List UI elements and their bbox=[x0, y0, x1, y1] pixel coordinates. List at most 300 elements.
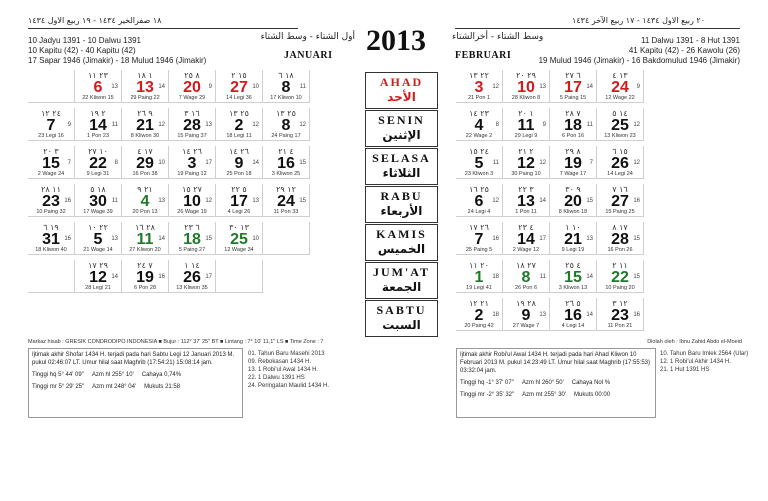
day-number: 13 bbox=[136, 79, 154, 96]
day-number: 8 bbox=[521, 269, 531, 286]
javanese-day: 12 bbox=[205, 198, 212, 204]
day-cell bbox=[503, 222, 550, 255]
day-cell bbox=[75, 184, 122, 217]
hijri-date: ٢٨ ١٩ bbox=[516, 299, 536, 308]
jan-ijtimak-text: Ijtimak akhir Shofar 1434 H. terjadi pada hari Sabtu Legi 12 Januari 2013 M. pukul 02:46:07 LT. Umur hilal saat Maghrib (17:54:21) 15:08:14 jam. bbox=[32, 352, 235, 366]
footer-location: Markaz hisab : GRESIK CONDRODIPO INDONESIA ■ Bujur : 112° 37' 25" BT ■ Lintang : 7° 10' 11,1" LS ■ Time Zone : 7 bbox=[28, 339, 324, 345]
day-number: 17 bbox=[230, 193, 248, 210]
jan-tinggi-mr: Tinggi mr 5° 29' 25" bbox=[32, 384, 85, 390]
pasaran-label: 24 Paing 17 bbox=[271, 133, 301, 139]
day-cell bbox=[216, 184, 263, 217]
hijri-date: ١٦ ٧ bbox=[612, 185, 628, 194]
javanese-day: 12 bbox=[158, 122, 165, 128]
hijri-date: ١٥ ٦ bbox=[612, 147, 628, 156]
jan-event: 22. 1 Dalwu 1391 HS bbox=[248, 375, 305, 381]
javanese-day: 16 bbox=[64, 236, 71, 242]
day-number: 5 bbox=[93, 231, 103, 248]
hijri-date: ٥ ٢٦ bbox=[565, 299, 581, 308]
day-number: 6 bbox=[474, 193, 484, 210]
empty-cell bbox=[28, 70, 75, 103]
day-cell bbox=[503, 298, 550, 331]
day-cell bbox=[550, 260, 597, 293]
day-number: 19 bbox=[564, 155, 582, 172]
day-number: 23 bbox=[42, 193, 60, 210]
hijri-date: ١٠ ٢٧ bbox=[88, 147, 108, 156]
javanese-day: 12 bbox=[252, 122, 259, 128]
hijri-date: ١ ١٨ bbox=[137, 71, 153, 80]
day-number: 23 bbox=[611, 307, 629, 324]
hijri-date: ٩ ٢٦ bbox=[137, 109, 153, 118]
hijri-date: ٤ ٢٥ bbox=[565, 261, 581, 270]
day-cell bbox=[597, 108, 644, 141]
day-number: 12 bbox=[517, 155, 535, 172]
day-cell bbox=[169, 184, 216, 217]
day-cell bbox=[597, 222, 644, 255]
day-number: 22 bbox=[611, 269, 629, 286]
jan-hijri-header: ١٨ صفرالخير ١٤٣٤ - ١٩ ربيع الاول ١٤٣٤ bbox=[28, 16, 162, 25]
day-cell bbox=[503, 70, 550, 103]
day-number: 14 bbox=[89, 117, 107, 134]
pasaran-label: 13 Kliwon 23 bbox=[604, 133, 636, 139]
jan-ijtimak-box bbox=[28, 348, 243, 418]
hijri-date: ٨ ٢٥ bbox=[184, 71, 200, 80]
pasaran-label: 12 Wage 34 bbox=[224, 247, 254, 253]
day-label-selasa bbox=[365, 148, 438, 185]
jan-mukuts: Mukuts 21:58 bbox=[144, 384, 181, 390]
javanese-day: 12 bbox=[492, 198, 499, 204]
javanese-day: 15 bbox=[633, 236, 640, 242]
hijri-date: ١٢ ٢٩ bbox=[276, 185, 296, 194]
day-cell bbox=[75, 146, 122, 179]
day-number: 14 bbox=[517, 231, 535, 248]
javanese-day: 17 bbox=[205, 274, 212, 280]
pasaran-label: 24 Legi 4 bbox=[467, 209, 491, 215]
hijri-date: ٢٢ ١٠ bbox=[88, 223, 108, 232]
day-number: 6 bbox=[93, 79, 103, 96]
day-label-senin bbox=[365, 110, 438, 147]
day-label-sabtu bbox=[365, 300, 438, 337]
pasaran-label: 6 Pon 16 bbox=[561, 133, 585, 139]
day-cell bbox=[263, 146, 310, 179]
javanese-day: 14 bbox=[158, 84, 165, 90]
hijri-date: ٢٠ ١١ bbox=[469, 261, 489, 270]
feb-events-list bbox=[660, 350, 750, 374]
pasaran-label: 27 Wage 7 bbox=[512, 323, 540, 329]
day-number: 24 bbox=[611, 79, 629, 96]
javanese-day: 16 bbox=[64, 198, 71, 204]
pasaran-label: 19 Legi 41 bbox=[466, 285, 492, 291]
javanese-day: 14 bbox=[586, 312, 593, 318]
hijri-date: ٢٦ ١٧ bbox=[469, 223, 489, 232]
javanese-day: 11 bbox=[586, 122, 593, 128]
day-label-jumat bbox=[365, 262, 438, 299]
day-number: 1 bbox=[474, 269, 484, 286]
hijri-date: ١١ ٢٨ bbox=[41, 185, 61, 194]
javanese-day: 7 bbox=[589, 160, 593, 166]
pasaran-label: 21 Wage 14 bbox=[83, 247, 113, 253]
javanese-day: 14 bbox=[586, 274, 593, 280]
pasaran-label: 20 Pon 13 bbox=[132, 209, 158, 215]
day-latin: RABU bbox=[380, 189, 423, 203]
hijri-date: ٢١ ٩ bbox=[137, 185, 153, 194]
pasaran-label: 13 Kliwon 35 bbox=[176, 285, 208, 291]
hijri-date: ١٠ ١ bbox=[565, 223, 581, 232]
jan-calendar-grid bbox=[28, 70, 310, 336]
day-cell bbox=[550, 108, 597, 141]
day-cell bbox=[456, 70, 503, 103]
javanese-day: 8 bbox=[495, 122, 499, 128]
day-cell bbox=[122, 146, 169, 179]
feb-tinggi-hq: Tinggi hq -1° 37' 07" bbox=[460, 380, 514, 386]
javanese-day: 11 bbox=[111, 198, 118, 204]
day-number: 3 bbox=[474, 79, 484, 96]
javanese-day: 14 bbox=[111, 274, 118, 280]
day-latin: JUM'AT bbox=[372, 265, 431, 279]
pasaran-label: 30 Paing 10 bbox=[511, 171, 541, 177]
day-cell bbox=[597, 146, 644, 179]
feb-cahaya: Cahaya Nol % bbox=[571, 380, 611, 386]
day-arabic: الثلاثاء bbox=[382, 166, 421, 180]
day-number: 24 bbox=[277, 193, 295, 210]
feb-javanese-line2: 41 Kapitu (42) - 26 Kawolu (26) bbox=[628, 46, 740, 55]
day-number: 27 bbox=[230, 79, 248, 96]
hijri-date: ١٧ ٨ bbox=[612, 223, 628, 232]
day-cell bbox=[75, 260, 122, 293]
day-cell bbox=[169, 260, 216, 293]
pasaran-label: 27 Kliwon 20 bbox=[129, 247, 161, 253]
pasaran-label: 3 Kliwon 13 bbox=[558, 285, 588, 291]
day-label-rabu bbox=[365, 186, 438, 223]
day-number: 13 bbox=[517, 193, 535, 210]
day-number: 15 bbox=[42, 155, 60, 172]
jan-azm-mt: Azm mt 248° 04' bbox=[92, 384, 137, 390]
javanese-day: 9 bbox=[208, 84, 212, 90]
jan-season: أول الشتاء - وسط الشتاء bbox=[260, 32, 355, 42]
javanese-day: 15 bbox=[586, 198, 593, 204]
day-number: 26 bbox=[611, 155, 629, 172]
pasaran-label: 6 Pon 28 bbox=[133, 285, 157, 291]
pasaran-label: 10 Paing 20 bbox=[605, 285, 635, 291]
day-number: 2 bbox=[234, 117, 244, 134]
day-number: 25 bbox=[611, 117, 629, 134]
hijri-date: ٣ ٢٢ bbox=[518, 185, 534, 194]
day-cell bbox=[28, 184, 75, 217]
day-number: 4 bbox=[474, 117, 484, 134]
day-cell bbox=[216, 146, 263, 179]
day-cell bbox=[169, 108, 216, 141]
javanese-day: 15 bbox=[633, 274, 640, 280]
day-number: 20 bbox=[183, 79, 201, 96]
hijri-date: ١٤ ٥ bbox=[612, 109, 628, 118]
javanese-day: 9 bbox=[67, 122, 71, 128]
pasaran-label: 9 Legi 31 bbox=[86, 171, 110, 177]
day-number: 7 bbox=[46, 117, 56, 134]
feb-azm-hl: Azm hl 260° 50' bbox=[521, 380, 564, 386]
day-latin: SABTU bbox=[376, 303, 427, 317]
day-cell bbox=[550, 222, 597, 255]
pasaran-label: 29 Paing 22 bbox=[130, 95, 160, 101]
pasaran-label: 7 Wage 17 bbox=[559, 171, 587, 177]
javanese-day: 16 bbox=[158, 274, 165, 280]
pasaran-label: 8 Kliwon 30 bbox=[130, 133, 160, 139]
feb-ijtimak-box bbox=[456, 348, 656, 418]
pasaran-label: 11 Pon 33 bbox=[273, 209, 299, 215]
day-label-kamis bbox=[365, 224, 438, 261]
day-cell bbox=[75, 222, 122, 255]
jan-azm-hl: Azm hl 255° 10' bbox=[91, 372, 134, 378]
day-number: 28 bbox=[611, 231, 629, 248]
day-number: 8 bbox=[281, 79, 291, 96]
hijri-date: ٢٤ ١٥ bbox=[469, 147, 489, 156]
javanese-day: 11 bbox=[539, 274, 546, 280]
day-cell bbox=[216, 108, 263, 141]
pasaran-label: 14 Legi 24 bbox=[607, 171, 633, 177]
day-cell bbox=[456, 298, 503, 331]
javanese-day: 15 bbox=[205, 236, 212, 242]
day-arabic: الخميس bbox=[377, 242, 426, 256]
hijri-date: ٣ ٢٠ bbox=[43, 147, 59, 156]
javanese-day: 13 bbox=[252, 198, 259, 204]
jan-javanese-line2: 10 Kapitu (42) - 40 Kapitu (42) bbox=[28, 46, 136, 55]
day-cell bbox=[75, 70, 122, 103]
pasaran-label: 18 Legi 11 bbox=[226, 133, 252, 139]
jan-event: 24. Peringatan Maulid 1434 H. bbox=[248, 383, 330, 389]
day-cell bbox=[263, 70, 310, 103]
day-number: 15 bbox=[564, 269, 582, 286]
jan-sapar-line: 17 Sapar 1946 (Jimakir) - 18 Mulud 1946 (Jimakir) bbox=[28, 56, 207, 65]
day-cell bbox=[169, 70, 216, 103]
feb-month-name: FEBRUARI bbox=[455, 50, 512, 61]
feb-event: 10. Tahun Baru Imlek 2564 (Ular) bbox=[660, 351, 749, 357]
empty-cell bbox=[263, 222, 310, 255]
day-arabic: الإثنين bbox=[382, 128, 421, 142]
hijri-date: ٢٥ ١٣ bbox=[229, 109, 249, 118]
hijri-date: ٥ ٢٢ bbox=[231, 185, 247, 194]
day-cell bbox=[456, 146, 503, 179]
javanese-day: 12 bbox=[633, 160, 640, 166]
hijri-date: ٢٥ ١٦ bbox=[469, 185, 489, 194]
jan-tinggi-hq: Tinggi hq 5° 44' 09" bbox=[32, 372, 84, 378]
day-number: 9 bbox=[521, 307, 531, 324]
hijri-date: ٧ ٢٨ bbox=[565, 109, 581, 118]
pasaran-label: 3 Kliwon 25 bbox=[271, 171, 301, 177]
day-cell bbox=[503, 184, 550, 217]
feb-event: 21. 1 Hut 1391 HS bbox=[660, 367, 710, 373]
hijri-date: ١٩ ٦ bbox=[43, 223, 59, 232]
pasaran-label: 22 Kliwon 15 bbox=[82, 95, 114, 101]
javanese-day: 13 bbox=[539, 312, 546, 318]
feb-calendar-grid bbox=[456, 70, 644, 336]
javanese-day: 15 bbox=[299, 160, 306, 166]
day-latin: SENIN bbox=[378, 113, 425, 127]
javanese-day: 15 bbox=[299, 198, 306, 204]
javanese-day: 13 bbox=[158, 198, 165, 204]
day-latin: KAMIS bbox=[376, 227, 427, 241]
day-number: 9 bbox=[234, 155, 244, 172]
day-number: 29 bbox=[136, 155, 154, 172]
hijri-date: ٢٨ ١٦ bbox=[135, 223, 155, 232]
pasaran-label: 4 Legi 14 bbox=[561, 323, 585, 329]
pasaran-label: 25 Pon 18 bbox=[226, 171, 252, 177]
day-cell bbox=[456, 184, 503, 217]
hijri-date: ٢٣ ١٤ bbox=[469, 109, 489, 118]
pasaran-label: 26 Wage 19 bbox=[177, 209, 207, 215]
day-cell bbox=[122, 260, 169, 293]
pasaran-label: 1 Pon 23 bbox=[86, 133, 110, 139]
javanese-day: 14 bbox=[586, 84, 593, 90]
hijri-date: ٢٩ ١٧ bbox=[88, 261, 108, 270]
day-cell bbox=[503, 108, 550, 141]
javanese-day: 16 bbox=[633, 312, 640, 318]
javanese-day: 17 bbox=[205, 160, 212, 166]
day-cell bbox=[597, 184, 644, 217]
hijri-date: ٢٦ ١٤ bbox=[182, 147, 202, 156]
day-cell bbox=[122, 108, 169, 141]
day-cell bbox=[597, 260, 644, 293]
day-number: 27 bbox=[611, 193, 629, 210]
day-cell bbox=[456, 260, 503, 293]
day-number: 16 bbox=[564, 307, 582, 324]
hijri-date: ٢ ٢١ bbox=[518, 147, 534, 156]
day-number: 16 bbox=[277, 155, 295, 172]
hijri-date: ٢٩ ٢٠ bbox=[516, 71, 536, 80]
pasaran-label: 23 Legi 16 bbox=[38, 133, 64, 139]
hijri-date: ٢١ ١٢ bbox=[469, 299, 489, 308]
hijri-date: ٧ ٢٤ bbox=[137, 261, 153, 270]
pasaran-label: 19 Paing 12 bbox=[177, 171, 207, 177]
day-number: 10 bbox=[517, 79, 535, 96]
jan-events-list bbox=[248, 350, 363, 390]
javanese-day: 9 bbox=[636, 84, 640, 90]
pasaran-label: 1 Pon 11 bbox=[515, 209, 537, 215]
pasaran-label: 25 Paing 5 bbox=[465, 247, 493, 253]
day-cell bbox=[122, 184, 169, 217]
javanese-day: 16 bbox=[633, 198, 640, 204]
empty-cell bbox=[216, 260, 263, 293]
empty-cell bbox=[28, 260, 75, 293]
day-number: 26 bbox=[183, 269, 201, 286]
feb-mulud-line: 19 Mulud 1946 (Jimakir) - 16 Bakdomulud 1946 (Jimakir) bbox=[538, 56, 740, 65]
pasaran-label: 12 Wage 22 bbox=[605, 95, 635, 101]
day-cell bbox=[597, 298, 644, 331]
day-number: 3 bbox=[187, 155, 197, 172]
javanese-day: 12 bbox=[299, 122, 306, 128]
feb-event: 12. 1 Robi'ul Akhir 1434 H. bbox=[660, 359, 731, 365]
hijri-date: ١١ ٢ bbox=[612, 261, 628, 270]
pasaran-label: 21 Pon 1 bbox=[467, 95, 491, 101]
javanese-day: 14 bbox=[252, 160, 259, 166]
javanese-day: 14 bbox=[158, 236, 165, 242]
javanese-day: 13 bbox=[539, 84, 546, 90]
pasaran-label: 15 Paing 25 bbox=[605, 209, 635, 215]
javanese-day: 8 bbox=[114, 160, 118, 166]
pasaran-label: 28 Legi 21 bbox=[85, 285, 111, 291]
pasaran-label: 16 Pon 38 bbox=[132, 171, 158, 177]
pasaran-label: 4 Legi 26 bbox=[227, 209, 251, 215]
day-cell bbox=[28, 222, 75, 255]
day-number: 20 bbox=[564, 193, 582, 210]
javanese-day: 12 bbox=[539, 160, 546, 166]
javanese-day: 13 bbox=[111, 84, 118, 90]
hijri-date: ١٨ ٥ bbox=[90, 185, 106, 194]
hijri-date: ٤ ٢٣ bbox=[518, 223, 534, 232]
day-cell bbox=[503, 146, 550, 179]
feb-azm-mt: Azm mt 255° 30' bbox=[522, 392, 567, 398]
javanese-day: 13 bbox=[586, 236, 593, 242]
hijri-date: ١٧ ٤ bbox=[137, 147, 153, 156]
hijri-date: ١٢ ٣ bbox=[612, 299, 628, 308]
day-number: 28 bbox=[183, 117, 201, 134]
day-number: 21 bbox=[136, 117, 154, 134]
day-number: 30 bbox=[89, 193, 107, 210]
pasaran-label: 16 Pon 26 bbox=[607, 247, 633, 253]
pasaran-label: 2 Wage 24 bbox=[37, 171, 65, 177]
day-arabic: السبت bbox=[382, 318, 421, 332]
feb-javanese-line1: 11 Dalwu 1391 - 8 Hut 1391 bbox=[640, 36, 740, 45]
day-cell bbox=[550, 298, 597, 331]
pasaran-label: 7 Wage 29 bbox=[178, 95, 206, 101]
day-arabic: الأحد bbox=[387, 90, 416, 104]
javanese-day: 13 bbox=[205, 122, 212, 128]
day-number: 11 bbox=[517, 117, 535, 134]
pasaran-label: 8 Kliwon 18 bbox=[558, 209, 588, 215]
hijri-date: ١٥ ٢ bbox=[231, 71, 247, 80]
day-cell bbox=[169, 222, 216, 255]
javanese-day: 11 bbox=[299, 84, 306, 90]
day-number: 31 bbox=[42, 231, 60, 248]
day-number: 10 bbox=[183, 193, 201, 210]
jan-event: 09. Rebokasan 1434 H. bbox=[248, 359, 312, 365]
day-number: 25 bbox=[230, 231, 248, 248]
pasaran-label: 26 Pon 6 bbox=[514, 285, 538, 291]
day-number: 17 bbox=[564, 79, 582, 96]
day-cell bbox=[456, 108, 503, 141]
feb-tinggi-mr: Tinggi mr -2° 35' 32" bbox=[460, 392, 515, 398]
feb-ijtimak-text: Ijtimak akhir Robi'ul Awal 1434 H. terjadi pada hari Ahad Kliwon 10 Februari 2013 M. pukul 14:23:49 LT. Umur hilal saat Maghrib (17:55:53) 03:32:04 jam. bbox=[460, 352, 650, 374]
day-number: 11 bbox=[136, 231, 154, 248]
javanese-day: 10 bbox=[252, 236, 259, 242]
pasaran-label: 10 Paing 32 bbox=[36, 209, 66, 215]
day-cell bbox=[597, 70, 644, 103]
day-cell bbox=[550, 70, 597, 103]
pasaran-label: 14 Legi 36 bbox=[226, 95, 252, 101]
javanese-day: 11 bbox=[111, 122, 118, 128]
pasaran-label: 9 Legi 19 bbox=[561, 247, 585, 253]
jan-event: 13. 1 Robi'ul Awal 1434 H. bbox=[248, 367, 319, 373]
hijri-date: ٦ ٢٧ bbox=[565, 71, 581, 80]
day-cell bbox=[28, 108, 75, 141]
javanese-day: 16 bbox=[492, 236, 499, 242]
day-number: 21 bbox=[564, 231, 582, 248]
javanese-day: 18 bbox=[492, 312, 499, 318]
day-cell bbox=[169, 146, 216, 179]
feb-mukuts: Mukuts 00:00 bbox=[574, 392, 611, 398]
day-cell bbox=[456, 222, 503, 255]
pasaran-label: 22 Wage 2 bbox=[465, 133, 493, 139]
day-cell bbox=[550, 146, 597, 179]
hijri-date: ٩ ٣٠ bbox=[565, 185, 581, 194]
day-label-ahad bbox=[365, 72, 438, 109]
hijri-date: ١٦ ٣ bbox=[184, 109, 200, 118]
footer-author: Diolah oleh : Ibnu Zahid Abdo el-Moeid bbox=[647, 339, 742, 345]
hijri-date: ٤ ٢١ bbox=[278, 147, 294, 156]
day-cell bbox=[28, 146, 75, 179]
javanese-day: 10 bbox=[158, 160, 165, 166]
hijri-date: ١٨ ٦ bbox=[278, 71, 294, 80]
pasaran-label: 5 Paing 27 bbox=[178, 247, 206, 253]
hijri-date: ٢٦ ١٤ bbox=[229, 147, 249, 156]
hijri-date: ١ ٢٠ bbox=[518, 109, 534, 118]
